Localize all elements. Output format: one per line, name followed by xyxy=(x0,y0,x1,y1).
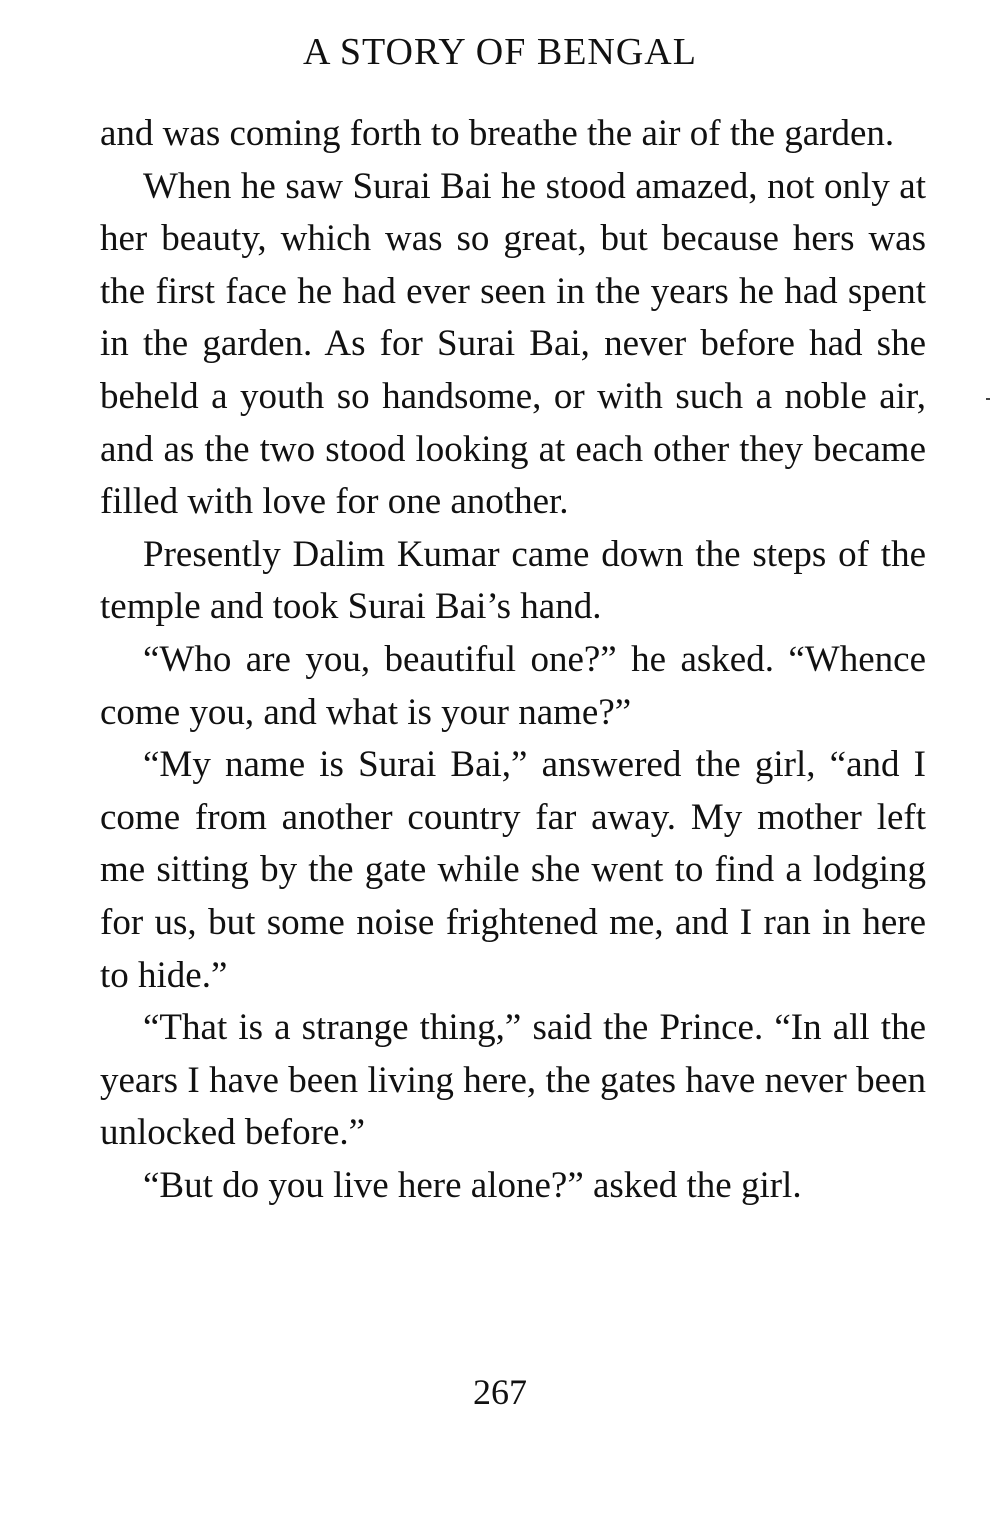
paragraph-my-name: “My name is Surai Bai,” answered the girl, “and I come from another country far away. My mother left me sitting by the gate while she went to find a lodging for us, but some noise frightened me, and I ran in here to hide.” xyxy=(100,744,926,996)
page-number: 267 xyxy=(473,1372,527,1412)
scan-speck xyxy=(986,398,990,400)
body-text xyxy=(100,108,926,1212)
paragraph-strange-thing: “That is a strange thing,” said the Prince. “In all the years I have been living here, the gates have never been unlocked before.” xyxy=(100,1007,926,1154)
paragraph-continuation: and was coming forth to breathe the air of the garden. xyxy=(100,113,895,154)
paragraph-live-alone: “But do you live here alone?” asked the girl. xyxy=(143,1164,802,1206)
running-head: A STORY OF BENGAL xyxy=(303,31,697,73)
paragraph-dalim-kumar: Presently Dalim Kumar came down the steps of the temple and took Surai Bai’s hand. xyxy=(100,533,926,628)
paragraph-surai-bai-meeting: When he saw Surai Bai he stood amazed, not only at her beauty, which was so great, but because hers was the first face he had ever seen in the years he had spent in the garden. As for Surai Bai, never before had she beheld a youth so handsome, or with such a noble air, and as the two stood looking at each other they became filled with love for one another. xyxy=(100,165,926,523)
paragraph-who-are-you: “Who are you, beautiful one?” he asked. “Whence come you, and what is your name?” xyxy=(100,638,926,733)
